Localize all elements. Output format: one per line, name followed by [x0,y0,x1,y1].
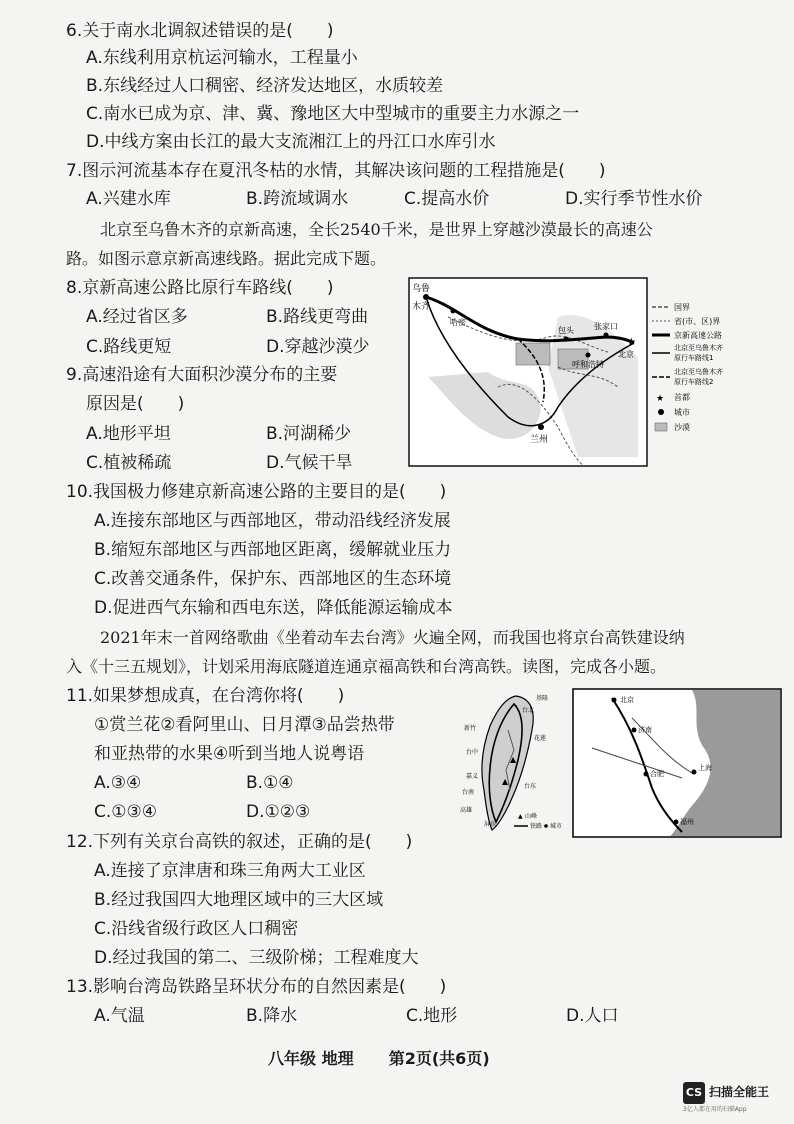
q9-option-c: C.植被稀疏 [86,453,172,473]
legend-route1-a: 北京至乌鲁木齐 [674,344,723,352]
route-label-fuzhou: 福州 [680,818,694,826]
legend-desert: 沙漠 [674,423,690,432]
tw-label-taichung: 台中 [466,749,479,756]
passage2-line2: 入《十三五规划》，计划采用海底隧道连通京福高铁和台湾高铁。读图，完成各小题。 [66,657,667,676]
q12-option-c: C.沿线省级行政区人口稠密 [94,919,299,939]
route-label-hefei: 合肥 [650,770,664,778]
q11-option-b: B.①④ [246,773,294,793]
q11-option-a: A.③④ [94,773,142,793]
q7-option-b: B.跨流域调水 [246,189,349,209]
jingtai-railway-map [572,688,782,838]
q13-option-b: B.降水 [246,1006,298,1026]
tw-legend-peak: 山峰 [525,813,538,820]
tw-legend-city: 城市 [550,823,563,830]
tw-label-keelung: 基隆 [536,695,549,702]
q9-stem-line2: 原因是( ) [86,394,185,414]
q11-stem: 11.如果梦想成真，在台湾你将( ) [66,686,345,706]
passage1-line1: 北京至乌鲁木齐的京新高速，全长2540千米，是世界上穿越沙漠最长的高速公 [100,220,653,239]
tw-label-tainan: 台南 [462,789,475,796]
q8-option-c: C.路线更短 [86,337,172,357]
q10-stem: 10.我国极力修建京新高速公路的主要目的是( ) [66,482,447,502]
q12-option-b: B.经过我国四大地理区域中的三大区域 [94,890,384,910]
legend-route2-a: 北京至乌鲁木齐 [674,368,723,376]
legend-route2-b: 原行车路线2 [674,378,714,386]
city-label-zhangjiakou: 张家口 [594,322,618,331]
footer-subject: 八年级 地理 [268,1049,354,1068]
q10-option-d: D.促进西气东输和西电东送，降低能源运输成本 [94,598,453,618]
tw-label-kaohsiung: 高雄 [460,807,473,814]
camscanner-tagline: 3亿人都在用的扫描App [683,1106,747,1113]
q9-option-a: A.地形平坦 [86,424,171,444]
city-label-urumqi-2: 木齐 [412,302,431,312]
svg-text:★: ★ [656,394,665,404]
q6-option-d: D.中线方案由长江的最大支流湘江上的丹江口水库引水 [86,132,496,152]
camscanner-name: 扫描全能王 [709,1085,770,1099]
q11-statement-line2: 和亚热带的水果④听到当地人说粤语 [94,744,365,764]
q13-option-d: D.人口 [566,1006,619,1026]
q8-stem: 8.京新高速公路比原行车路线( ) [66,278,334,298]
q9-option-d: D.气候干旱 [266,453,353,473]
footer-page-number: 第2页(共6页) [388,1049,490,1068]
city-label-urumqi-1: 乌鲁 [412,284,431,294]
q11-option-c: C.①③④ [94,802,157,822]
tw-legend-railway: 铁路 [530,823,543,830]
q6-stem: 6.关于南水北调叙述错误的是( ) [66,21,334,41]
q13-option-a: A.气温 [94,1006,145,1026]
q10-option-c: C.改善交通条件，保护东、西部地区的生态环境 [94,569,452,589]
q7-option-d: D.实行季节性水价 [565,189,703,209]
city-label-baotou: 包头 [558,326,574,335]
passage2-line1: 2021年末一首网络歌曲《坐着动车去台湾》火遍全网，而我国也将京台高铁建设纳 [100,628,685,647]
legend-city: 城市 [674,408,690,417]
map1-legend [652,303,723,432]
q13-stem: 13.影响台湾岛铁路呈环状分布的自然因素是( ) [66,977,447,997]
svg-text:▲: ▲ [518,813,523,820]
tw-label-hsinchu: 新竹 [464,725,477,732]
q9-stem-line1: 9.高速沿途有大面积沙漠分布的主要 [66,365,338,385]
q11-statement-line1: ①赏兰花②看阿里山、日月潭③品尝热带 [94,715,395,735]
legend-capital: 首都 [674,393,690,402]
q8-option-a: A.经过省区多 [86,307,188,327]
jingxin-expressway-map [408,277,778,467]
passage1-line2: 路。如图示意京新高速线路。据此完成下题。 [66,249,387,268]
svg-text:▲: ▲ [510,755,517,764]
legend-expressway: 京新高速公路 [674,331,722,340]
camscanner-logo-icon: CS [683,1082,705,1104]
q8-option-b: B.路线更弯曲 [266,307,369,327]
city-label-beijing: 北京 [618,350,634,359]
q9-option-b: B.河湖稀少 [266,424,352,444]
tw-label-taitung: 台东 [524,783,537,790]
q7-option-a: A.兴建水库 [86,189,171,209]
q6-option-b: B.东线经过人口稠密、经济发达地区，水质较差 [86,76,444,96]
q10-option-b: B.缩短东部地区与西部地区距离，缓解就业压力 [94,540,452,560]
tw-label-hualien: 花莲 [534,735,547,742]
tw-label-pingtung: 屏东 [484,821,497,828]
legend-province: 省(市、区)界 [674,317,721,326]
q6-option-c: C.南水已成为京、津、冀、豫地区大中型城市的重要主力水源之一 [86,104,580,124]
city-label-hami: 哈密 [450,318,466,327]
q6-option-a: A.东线利用京杭运河输水，工程量小 [86,48,358,68]
tw-label-chiayi: 嘉义 [466,773,479,780]
taiwan-railway-map [458,690,568,835]
svg-text:★: ★ [627,337,636,348]
q12-option-a: A.连接了京津唐和珠三角两大工业区 [94,861,366,881]
q13-option-c: C.地形 [406,1006,458,1026]
q7-option-c: C.提高水价 [404,189,490,209]
route-label-shanghai: 上海 [698,764,712,772]
legend-route1-b: 原行车路线1 [674,354,714,362]
q8-option-d: D.穿越沙漠少 [266,337,370,357]
page-footer [268,1046,490,1069]
q11-option-d: D.①②③ [246,802,311,822]
route-label-jinan: 济南 [638,726,652,734]
q12-stem: 12.下列有关京台高铁的叙述，正确的是( ) [66,832,413,852]
legend-border: 国界 [674,303,690,312]
q7-stem: 7.图示河流基本存在夏汛冬枯的水情，其解决该问题的工程措施是( ) [66,161,606,181]
tw-label-taipei: 台北 [522,707,535,714]
route-label-beijing: 北京 [620,696,634,704]
q12-option-d: D.经过我国的第二、三级阶梯；工程难度大 [94,948,419,968]
city-label-lanzhou: 兰州 [530,435,549,445]
svg-text:▲: ▲ [502,777,509,786]
city-label-hohhot: 呼和浩特 [572,360,604,369]
q10-option-a: A.连接东部地区与西部地区，带动沿线经济发展 [94,511,451,531]
camscanner-watermark [683,1080,783,1114]
